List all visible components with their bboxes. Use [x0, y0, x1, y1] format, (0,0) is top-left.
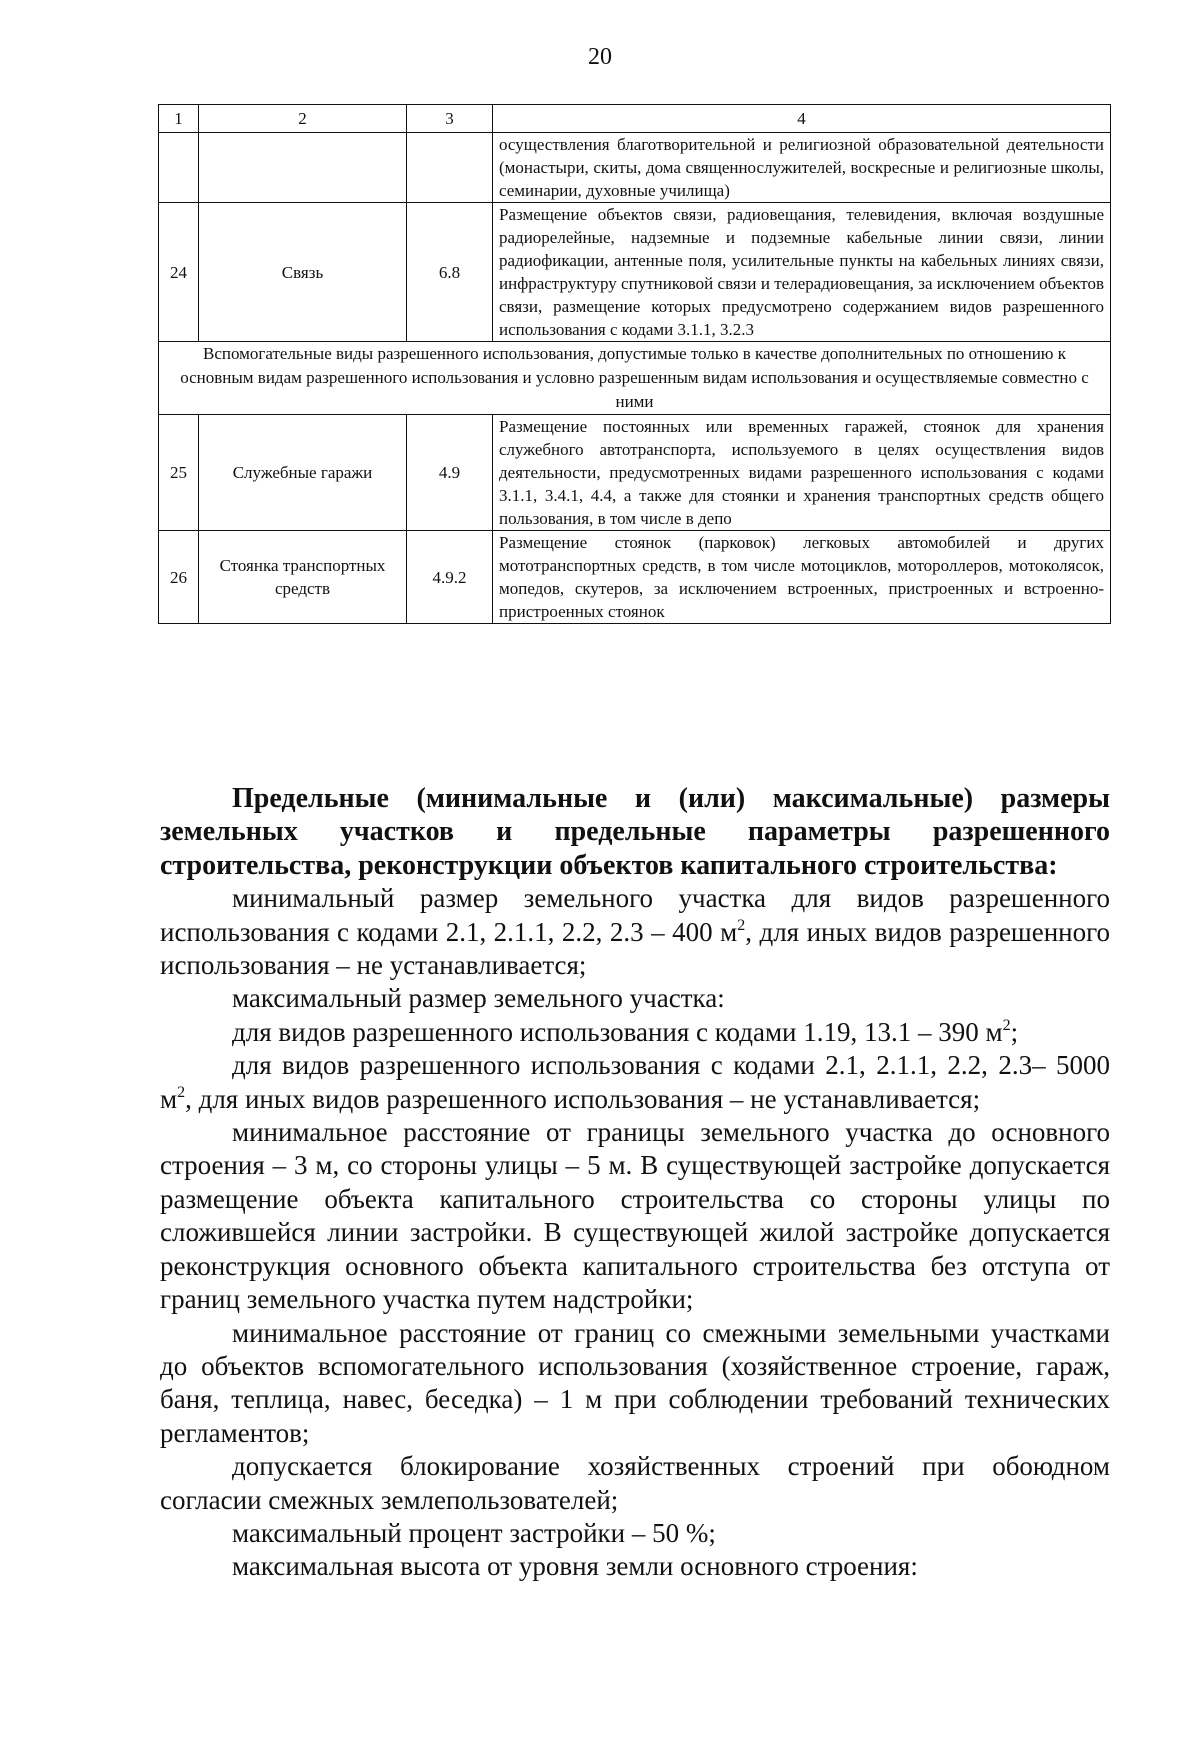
col-header-name: 2 [199, 105, 407, 133]
paragraph-max-plot-size-1 [160, 1016, 1110, 1049]
row-number: 26 [159, 531, 199, 624]
paragraph-max-plot-size-intro: максимальный размер земельного участка: [232, 983, 725, 1014]
table-section-row [159, 342, 1111, 415]
superscript: 2 [737, 916, 746, 934]
table-row [159, 531, 1111, 624]
superscript: 2 [1002, 1016, 1011, 1034]
paragraph-text: ; [1010, 1016, 1019, 1047]
superscript: 2 [177, 1083, 186, 1101]
paragraph-min-distance-main: минимальное расстояние от границы земельного участка до основного строения – 3 м, со стороны улицы – 5 м. В существующей застройке допускается размещение объекта капитального строительства со стороны улицы по сложившейся линии застройки. В существующей жилой застройке допускается реконструкция основного объекта капитального строительства без отступа от границ земельного участка путем надстройки; [160, 1117, 1110, 1315]
row-name: Стоянка транспортных средств [199, 531, 407, 624]
section-header-auxiliary-uses: Вспомогательные виды разрешенного использования, допустимые только в качестве дополнительных по отношению к основным видам разрешенного использования и условно разрешенным видам использования и осуществляемые совместно с ними [159, 342, 1111, 415]
paragraph-min-distance-auxiliary: минимальное расстояние от границ со смежными земельными участками до объектов вспомогательного использования (хозяйственное строение, гараж, баня, теплица, навес, беседка) – 1 м при соблюдении требований технических регламентов; [160, 1317, 1110, 1448]
col-header-description: 4 [493, 105, 1111, 133]
paragraph-blocking: допускается блокирование хозяйственных строений при обоюдном согласии смежных землепользователей; [160, 1451, 1110, 1515]
section-heading: Предельные (минимальные и (или) максимальные) размеры земельных участков и предельные параметры разрешенного строительства, реконструкции объектов капитального строительства: [160, 783, 1110, 881]
page-number: 20 [588, 44, 612, 70]
table-row [159, 415, 1111, 531]
land-use-table [158, 104, 1111, 624]
row-description: Размещение объектов связи, радиовещания, телевидения, включая воздушные радиорелейные, надземные и подземные кабельные линии связи, линии радиофикации, антенные поля, усилительные пункты на кабельных линиях связи, инфраструктуру спутниковой связи и телерадиовещания, за исключением объектов связи, размещение которых предусмотрено содержанием видов разрешенного использования с кодами 3.1.1, 3.2.3 [493, 203, 1111, 342]
row-name: Служебные гаражи [199, 415, 407, 531]
paragraph-text: , для иных видов разрешенного использования – не устанавливается; [160, 916, 1111, 981]
paragraph-min-plot-size [160, 882, 1110, 982]
row-code: 6.8 [407, 203, 493, 342]
col-header-code: 3 [407, 105, 493, 133]
row-number: 24 [159, 203, 199, 342]
paragraph-max-coverage: максимальный процент застройки – 50 %; [232, 1517, 716, 1548]
row-code: 4.9 [407, 415, 493, 531]
row-name [199, 133, 407, 203]
paragraph-text: минимальный размер земельного участка для видов разрешенного использования с кодами 2.1, 2.1.1, 2.2, 2.3 – 400 м [160, 883, 1110, 947]
table-row [159, 133, 1111, 203]
row-description: осуществления благотворительной и религиозной образовательной деятельности (монастыри, скиты, дома священнослужителей, воскресные и религиозные школы, семинарии, духовные училища) [493, 133, 1111, 203]
paragraph-max-height: максимальная высота от уровня земли основного строения: [232, 1551, 918, 1582]
table-row [159, 203, 1111, 342]
paragraph-text: для видов разрешенного использования с кодами 2.1, 2.1.1, 2.2, 2.3– 5000 м [160, 1050, 1110, 1114]
limits-section [160, 782, 1110, 1584]
col-header-number: 1 [159, 105, 199, 133]
row-code: 4.9.2 [407, 531, 493, 624]
paragraph-max-plot-size-2 [160, 1049, 1110, 1116]
table-header-row [159, 105, 1111, 133]
row-number: 25 [159, 415, 199, 531]
row-code [407, 133, 493, 203]
row-description: Размещение постоянных или временных гаражей, стоянок для хранения служебного автотранспорта, используемого в целях осуществления видов деятельности, предусмотренных видами разрешенного использования с кодами 3.1.1, 3.4.1, 4.4, а также для стоянки и хранения транспортных средств общего пользования, в том числе в депо [493, 415, 1111, 531]
paragraph-text: для видов разрешенного использования с кодами 1.19, 13.1 – 390 м [232, 1016, 1003, 1047]
row-number [159, 133, 199, 203]
row-name: Связь [199, 203, 407, 342]
row-description: Размещение стоянок (парковок) легковых автомобилей и других мототранспортных средств, в том числе мотоциклов, мотороллеров, мотоколясок, мопедов, скутеров, за исключением встроенных, пристроенных и встроенно-пристроенных стоянок [493, 531, 1111, 624]
paragraph-text: , для иных видов разрешенного использования – не устанавливается; [185, 1083, 981, 1114]
